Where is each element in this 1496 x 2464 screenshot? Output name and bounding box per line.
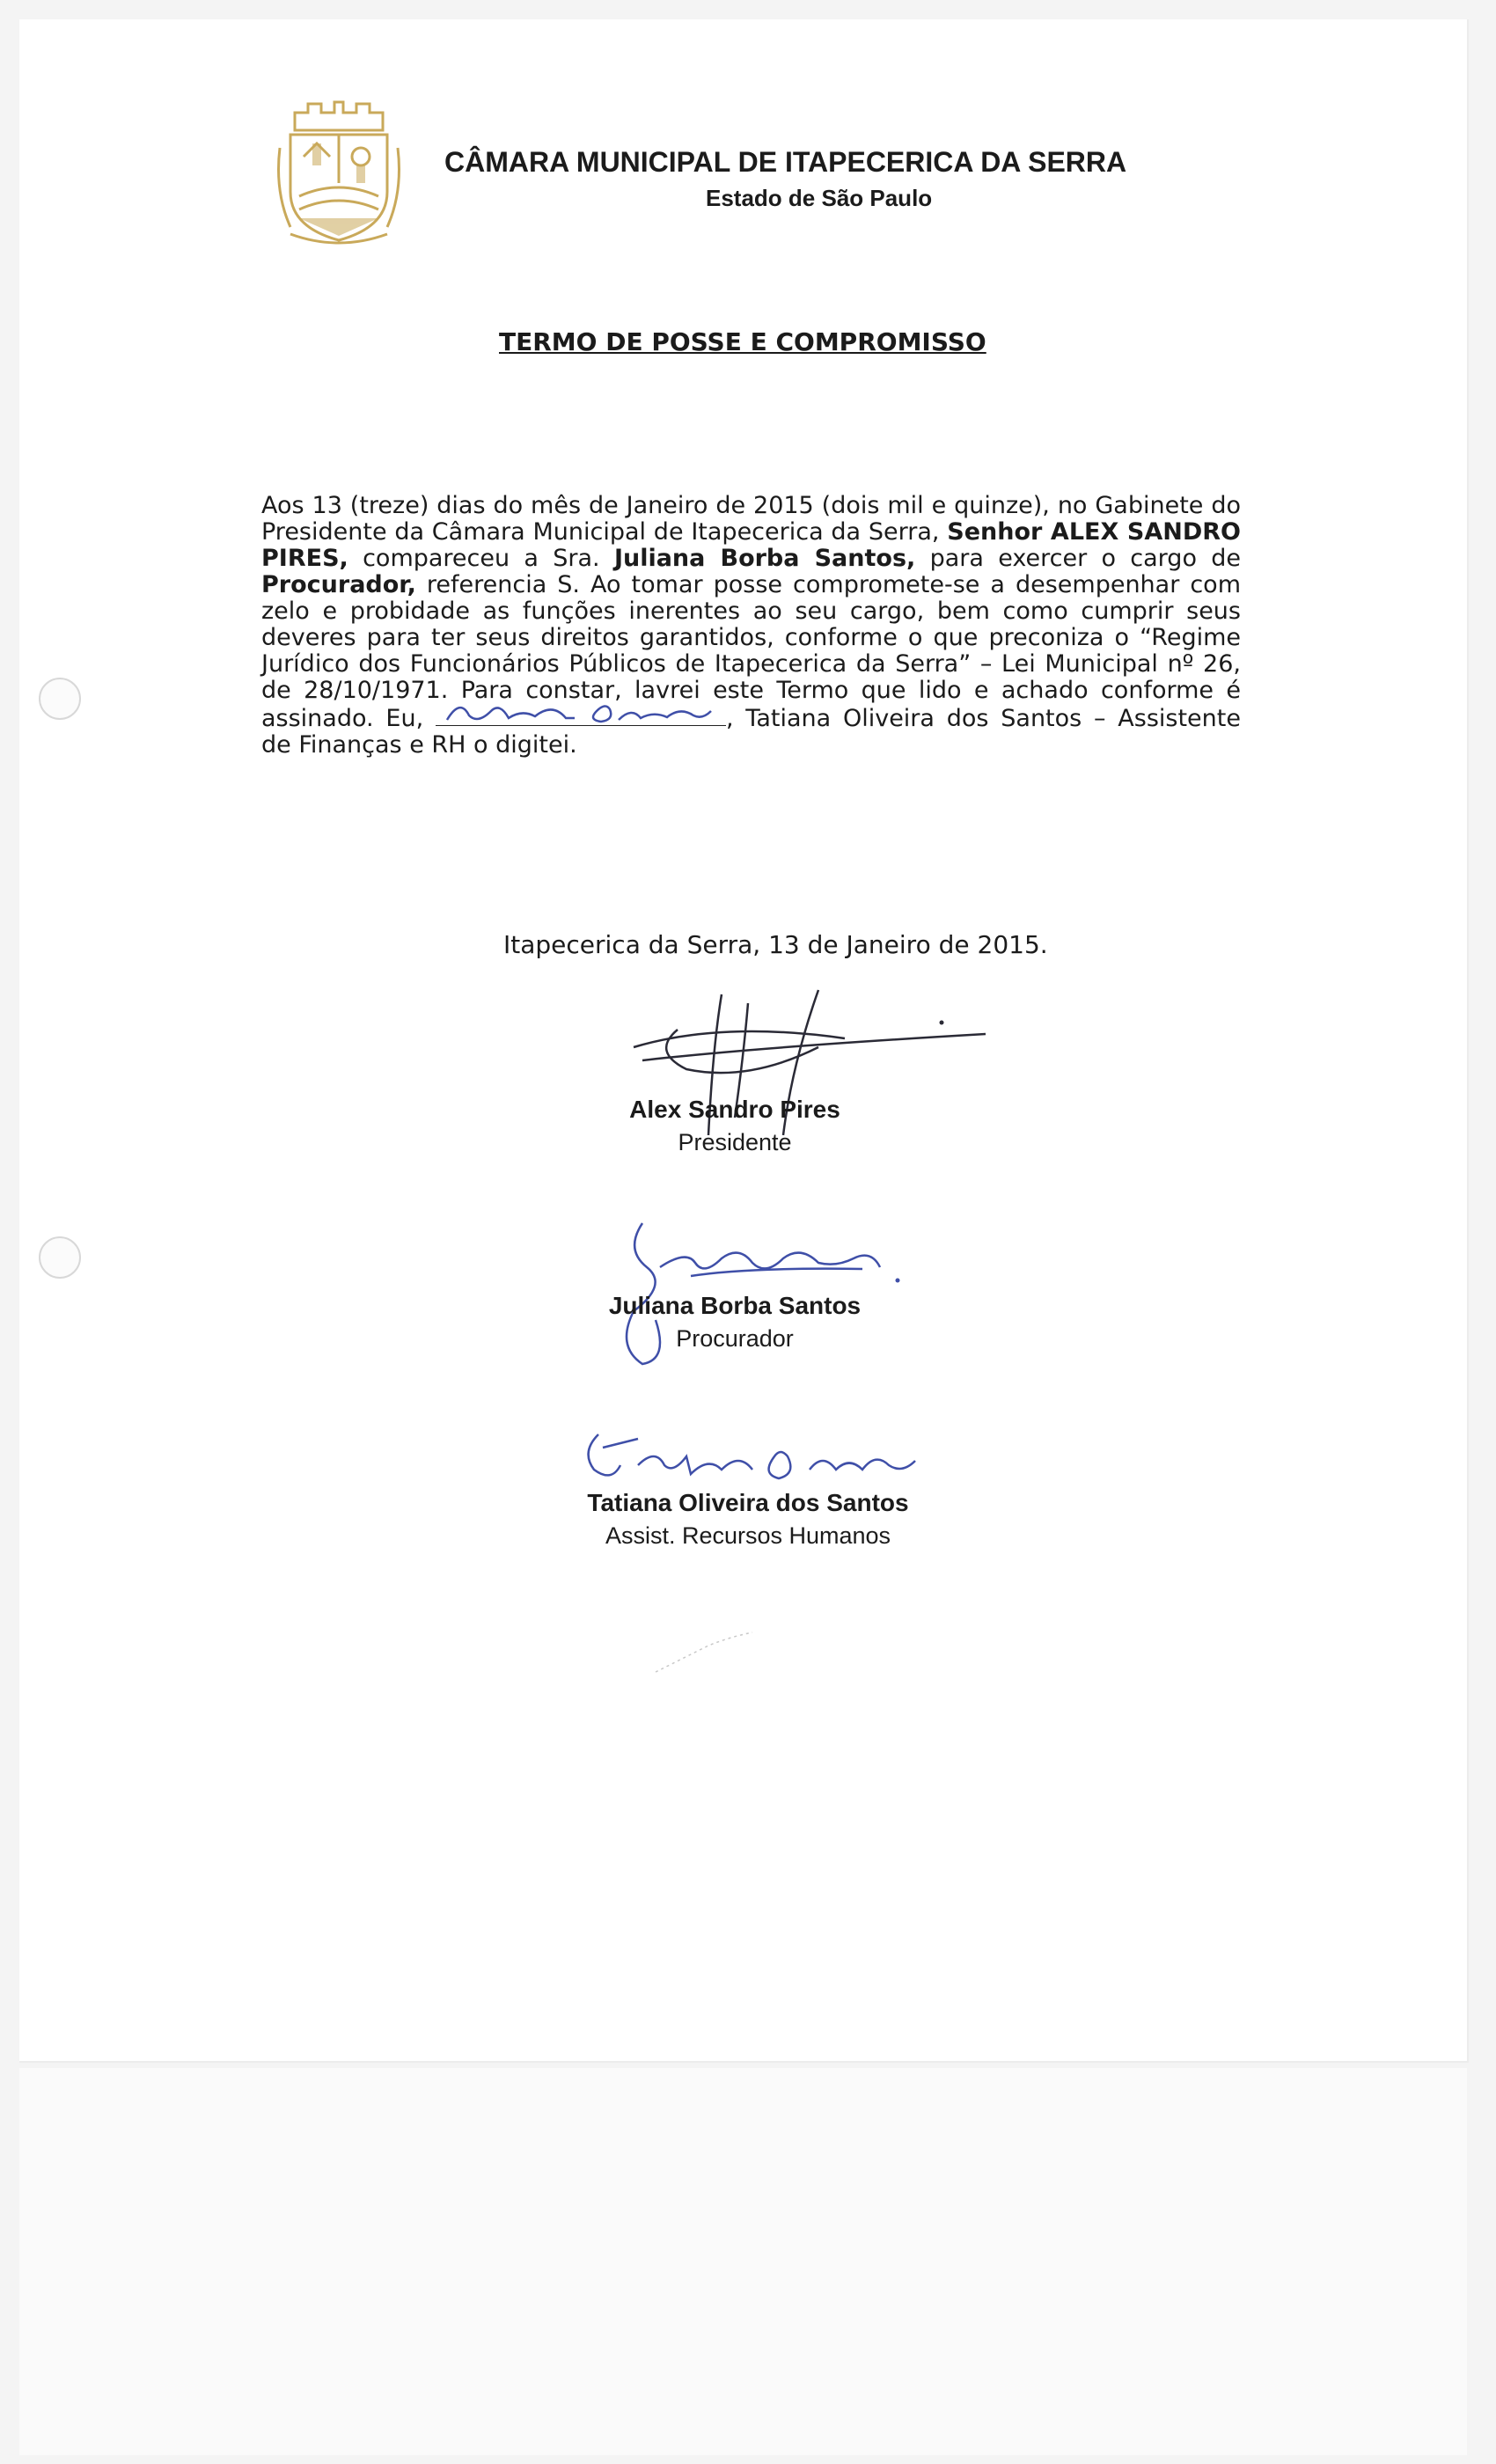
signatory-role: Assist. Recursos Humanos <box>605 1522 891 1549</box>
body-text-segment: , Tatiana Oliveira dos Santos – Assistente de Finanças e RH o digitei. <box>261 705 1241 759</box>
president-name-bold: Senhor ALEX SANDRO PIRES, <box>261 518 1241 572</box>
signatory-name: Alex Sandro Pires <box>629 1096 840 1123</box>
document-title: TERMO DE POSSE E COMPROMISSO <box>499 327 986 356</box>
back-sheet <box>19 2068 1467 2455</box>
coat-of-arms-logo <box>273 95 405 249</box>
signatory-name: Tatiana Oliveira dos Santos <box>587 1489 909 1516</box>
signatory-role: Procurador <box>676 1325 794 1352</box>
role-bold: Procurador, <box>261 571 416 598</box>
body-text-segment: Aos 13 (treze) dias do mês de Janeiro de 2015 (dois mil e quinze), no Gabinete do Presidente da Câmara Municipal de Itapecerica da Serra, <box>261 492 1241 546</box>
signature-block-procurador <box>572 1292 898 1353</box>
signature-block-hr <box>537 1489 959 1550</box>
stray-pen-mark <box>647 1628 761 1681</box>
institution-state: Estado de São Paulo <box>706 185 933 211</box>
appointee-name-bold: Juliana Borba Santos, <box>613 545 916 572</box>
inline-signature <box>436 704 726 726</box>
body-paragraph <box>261 493 1241 759</box>
body-text-segment: compareceu a Sra. <box>348 545 614 572</box>
signature-block-president <box>572 1096 898 1156</box>
date-line: Itapecerica da Serra, 13 de Janeiro de 2015. <box>503 930 1048 959</box>
institution-name: CÂMARA MUNICIPAL DE ITAPECERICA DA SERRA <box>444 146 1127 178</box>
handwritten-signature-3 <box>576 1421 920 1492</box>
signatory-role: Presidente <box>678 1129 792 1155</box>
signatory-name: Juliana Borba Santos <box>608 1292 862 1319</box>
body-text-segment: para exercer o cargo de <box>915 545 1242 572</box>
body-text-segment: referencia S. Ao tomar posse compromete-se a desempenhar com zelo e probidade as funções inerentes ao seu cargo, bem como cumprir seus deveres para ter seus direitos garantidos, conforme o que preconiza o “Regime Jurídico dos Funcionários Públicos de Itapecerica da Serra” – Lei Municipal nº 26, de 28/10/1971. Para constar, lavrei este Termo que lido e achado conforme é assinado. Eu, <box>261 571 1241 732</box>
punch-hole <box>39 1236 81 1279</box>
punch-hole <box>39 678 81 720</box>
